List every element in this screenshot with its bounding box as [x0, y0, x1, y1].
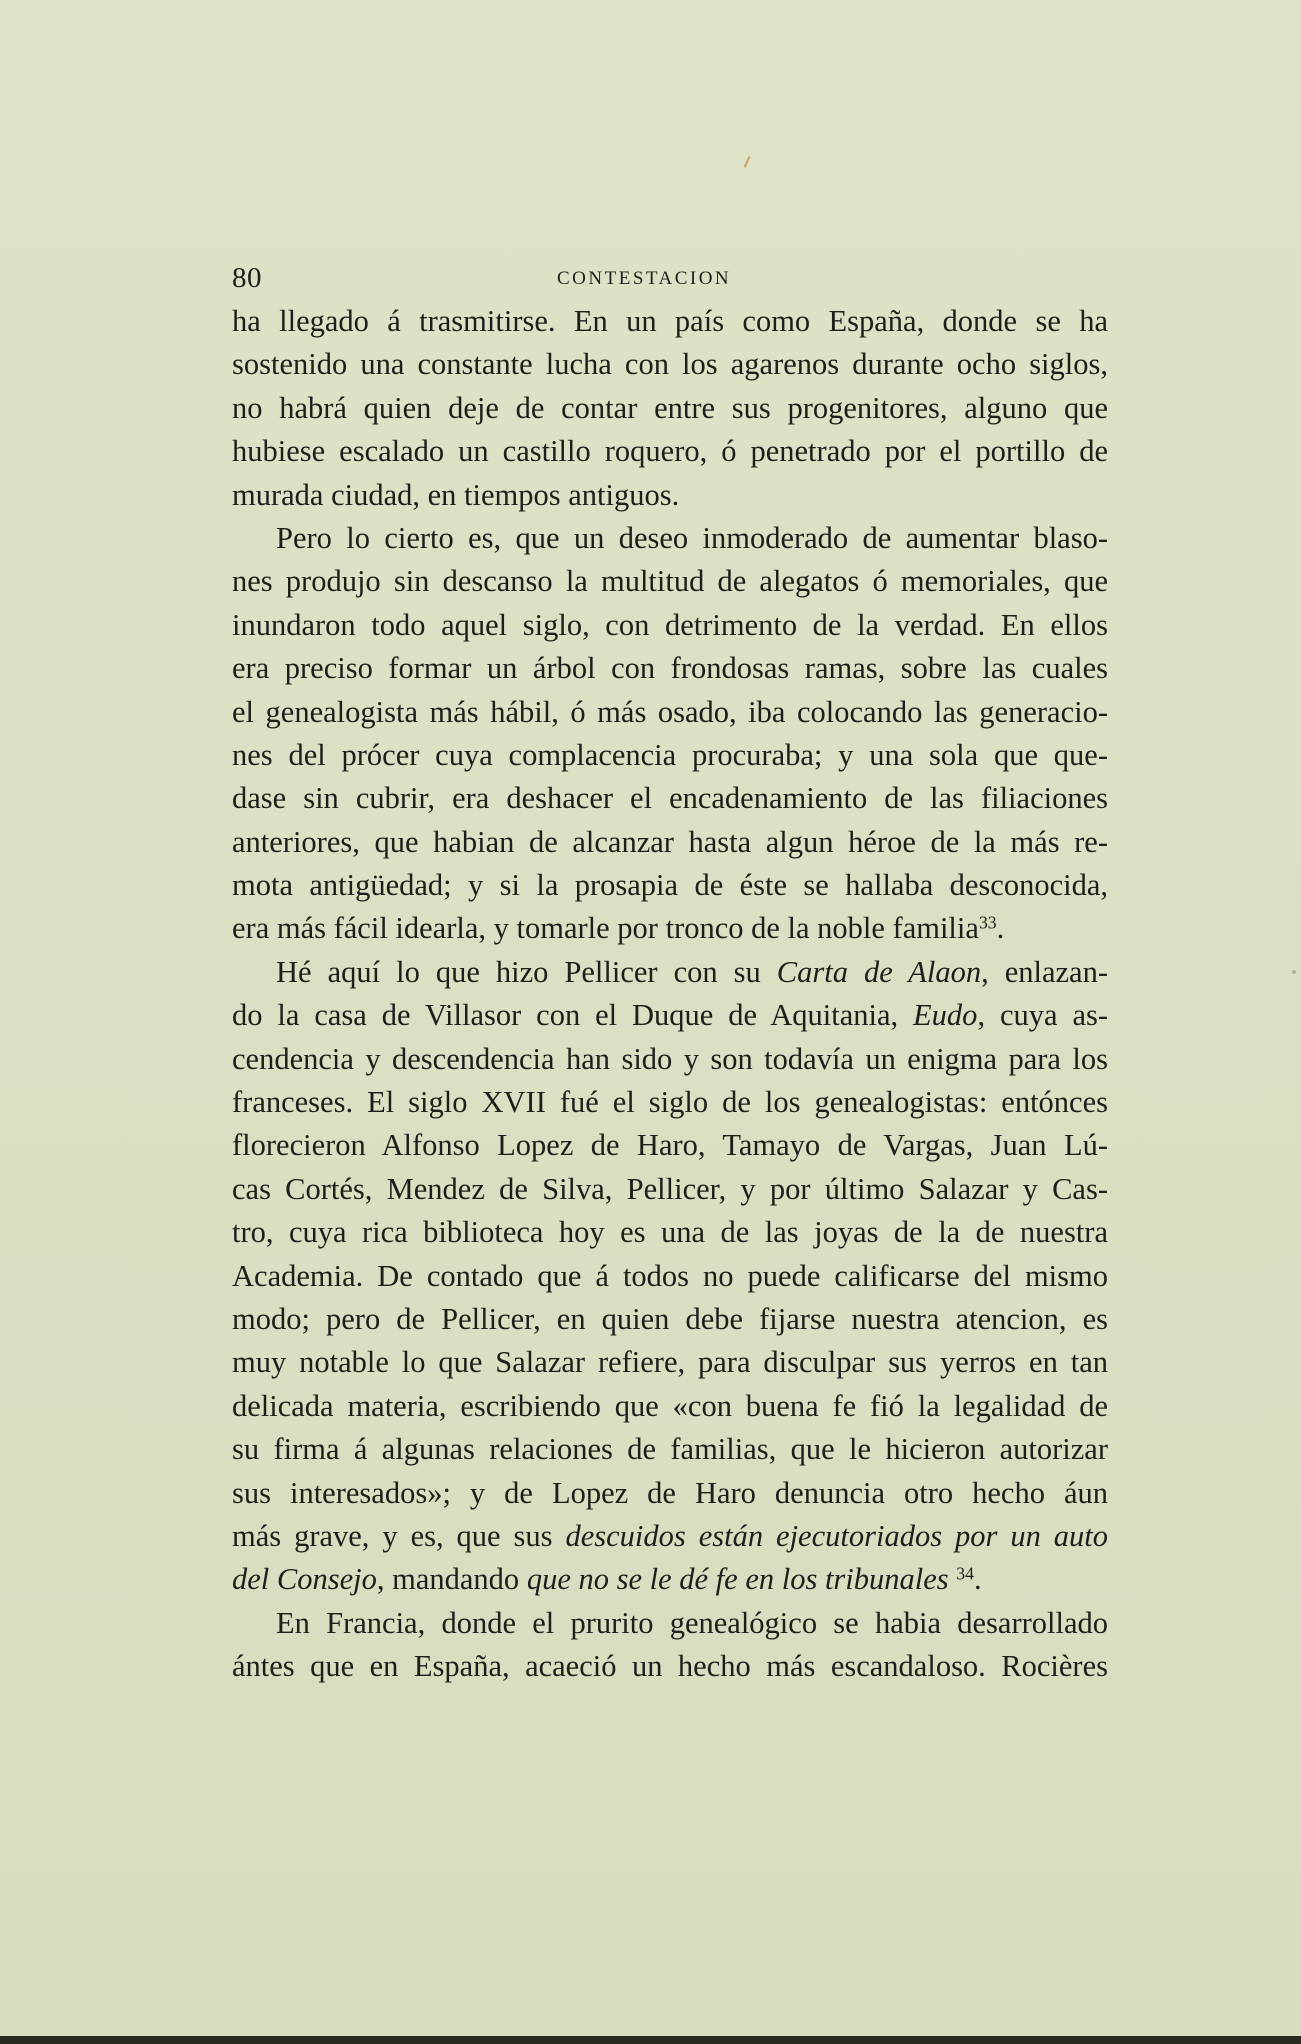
italic-text: del Consejo: [232, 1562, 377, 1597]
text-column: [232, 300, 1108, 1689]
text-line: [232, 1558, 1108, 1601]
line-text: modo; pero de Pellicer, en quien debe fijarse nuestra atencion, es: [232, 1301, 1108, 1336]
text-line: [232, 864, 1108, 907]
line-text: más grave, y es, que sus: [232, 1518, 566, 1553]
line-text: era más fácil idearla, y tomarle por tronco de la noble familia: [232, 911, 979, 946]
line-text: su firma á algunas relaciones de familias, que le hicieron autorizar: [232, 1432, 1108, 1467]
italic-text: Carta de Alaon: [776, 954, 982, 989]
text-line: [232, 1081, 1108, 1124]
line-text: cendencia y descendencia han sido y son todavía un enigma para los: [232, 1041, 1108, 1076]
text-line: [232, 300, 1108, 343]
line-text: el genealogista más hábil, ó más osado, iba colocando las generacio-: [232, 694, 1108, 729]
line-text: .: [973, 1562, 982, 1597]
line-text: ha llegado á trasmitirse. En un país como España, donde se ha: [232, 304, 1108, 338]
text-line: [232, 691, 1108, 734]
text-line: [232, 1124, 1108, 1167]
line-text: Pero lo cierto es, que un deseo inmoderado de aumentar blaso-: [276, 520, 1108, 555]
line-text: nes del prócer cuya complacencia procuraba; y una sola que que-: [232, 737, 1108, 772]
line-text: murada ciudad, en tiempos antiguos.: [232, 477, 680, 512]
text-line: [232, 604, 1108, 647]
text-line: [232, 1255, 1108, 1298]
text-line: [232, 1298, 1108, 1341]
paper-speck: [744, 156, 751, 168]
page-number: 80: [232, 262, 262, 294]
text-line: [232, 560, 1108, 603]
line-text: , mandando: [376, 1562, 527, 1597]
paper-speck: [1292, 970, 1296, 974]
text-line: [232, 1341, 1108, 1384]
italic-text: que no se le dé fe en los tribunales: [526, 1562, 949, 1597]
text-line: [232, 430, 1108, 473]
running-head: CONTESTACION: [557, 268, 732, 289]
line-text: Academia. De contado que á todos no puede calificarse del mismo: [232, 1258, 1108, 1293]
text-line: [232, 994, 1108, 1037]
page-bottom-edge: [0, 2036, 1301, 2044]
text-line: [232, 343, 1108, 386]
text-line: [232, 951, 1108, 994]
line-text: muy notable lo que Salazar refiere, para disculpar sus yerros en tan: [232, 1345, 1108, 1380]
footnote-ref: 33: [978, 912, 997, 933]
line-text: nes produjo sin descanso la multitud de alegatos ó memoriales, que: [232, 564, 1108, 599]
line-text: En Francia, donde el prurito genealógico se habia desarrollado: [276, 1605, 1108, 1640]
text-line: [232, 387, 1108, 430]
text-line: [232, 1515, 1108, 1558]
text-line: [232, 907, 1108, 950]
line-text: franceses. El siglo XVII fué el siglo de los genealogistas: entónces: [232, 1085, 1108, 1120]
text-line: [232, 517, 1108, 560]
footnote-ref: 34: [956, 1563, 974, 1584]
line-text: anteriores, que habian de alcanzar hasta algun héroe de la más re-: [232, 824, 1108, 859]
text-line: [232, 1211, 1108, 1254]
line-text: inundaron todo aquel siglo, con detrimento de la verdad. En ellos: [232, 607, 1108, 642]
line-text: era preciso formar un árbol con frondosas ramas, sobre las cuales: [232, 651, 1108, 686]
line-text: cas Cortés, Mendez de Silva, Pellicer, y por último Salazar y Cas-: [232, 1171, 1108, 1206]
text-line: [232, 474, 1108, 517]
line-text: , enlazan-: [981, 954, 1108, 989]
line-text: sostenido una constante lucha con los agarenos durante ocho siglos,: [232, 347, 1108, 382]
line-text: .: [996, 911, 1005, 946]
line-text: do la casa de Villasor con el Duque de Aquitania,: [232, 998, 914, 1033]
line-text: , cuya as-: [977, 998, 1109, 1033]
text-line: [232, 1385, 1108, 1428]
line-text: sus interesados»; y de Lopez de Haro denuncia otro hecho áun: [232, 1475, 1108, 1510]
text-line: [232, 1038, 1108, 1081]
page-header: [232, 262, 1112, 298]
text-line: [232, 1428, 1108, 1471]
line-text: Hé aquí lo que hizo Pellicer con su: [276, 954, 777, 989]
line-text: hubiese escalado un castillo roquero, ó penetrado por el portillo de: [232, 434, 1108, 469]
text-line: [232, 734, 1108, 777]
line-text: no habrá quien deje de contar entre sus progenitores, alguno que: [232, 390, 1108, 425]
text-line: [232, 1472, 1108, 1515]
text-line: [232, 1602, 1108, 1645]
line-text: delicada materia, escribiendo que «con buena fe fió la legalidad de: [232, 1388, 1108, 1423]
text-line: [232, 777, 1108, 820]
italic-text: descuidos están ejecutoriados por un auto: [565, 1518, 1108, 1553]
text-line: [232, 647, 1108, 690]
line-text: mota antigüedad; y si la prosapia de éste se hallaba desconocida,: [232, 868, 1108, 903]
text-line: [232, 1168, 1108, 1211]
text-line: [232, 1645, 1108, 1688]
text-line: [232, 821, 1108, 864]
line-text: dase sin cubrir, era deshacer el encadenamiento de las filiaciones: [232, 781, 1108, 816]
line-text: florecieron Alfonso Lopez de Haro, Tamayo de Vargas, Juan Lú-: [232, 1128, 1108, 1163]
line-text: ántes que en España, acaeció un hecho más escandaloso. Rocières: [232, 1649, 1108, 1684]
italic-text: Eudo: [913, 998, 978, 1033]
line-text: tro, cuya rica biblioteca hoy es una de las joyas de la de nuestra: [232, 1215, 1108, 1250]
